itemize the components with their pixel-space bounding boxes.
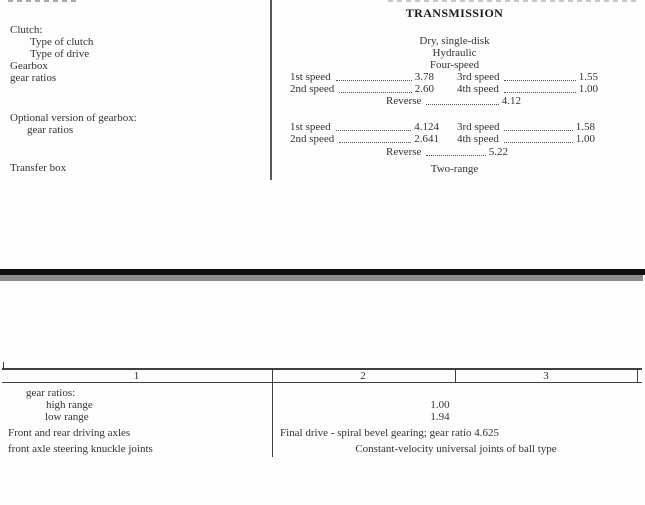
spec-label-gear-ratios: gear ratios bbox=[10, 72, 57, 84]
table-row-label-low-range: low range bbox=[45, 411, 89, 423]
table-row-value-low-range: 1.94 bbox=[430, 411, 450, 423]
ratio-value: 1.58 bbox=[575, 121, 595, 133]
table-row-label-high-range: high range bbox=[46, 399, 93, 411]
leader-dots bbox=[504, 130, 572, 131]
ratio-label: 3rd speed bbox=[457, 71, 500, 83]
leader-dots bbox=[504, 80, 575, 81]
ratio-label: 4th speed bbox=[457, 83, 499, 95]
ratio-label: Reverse bbox=[386, 95, 422, 107]
ratio-value: 2.60 bbox=[414, 83, 434, 95]
leader-dots bbox=[426, 104, 498, 105]
leader-dots bbox=[504, 92, 576, 93]
ratio-value: 1.00 bbox=[578, 83, 598, 95]
leader-dots bbox=[339, 92, 411, 93]
ratio-label: Reverse bbox=[386, 146, 422, 158]
table-header-bottom-rule bbox=[2, 382, 642, 384]
leader-dots bbox=[336, 130, 412, 131]
optional-ratio-line-3rd-speed bbox=[457, 121, 595, 133]
spec-label-gearbox: Gearbox bbox=[10, 60, 48, 72]
table-right-border bbox=[637, 368, 639, 383]
ratio-value: 3.78 bbox=[414, 71, 434, 83]
spec-value-clutch-type: Dry, single-disk bbox=[419, 35, 490, 47]
leader-dots bbox=[339, 142, 411, 143]
optional-ratio-line-1st-speed bbox=[290, 121, 439, 133]
spec-label-type-of-drive: Type of drive bbox=[30, 48, 90, 60]
table-row-label-knuckle-joints: front axle steering knuckle joints bbox=[8, 443, 153, 455]
clipped-text-remnant bbox=[388, 0, 640, 2]
leader-dots bbox=[504, 142, 573, 143]
spec-label-optional-gearbox: Optional version of gearbox: bbox=[10, 112, 137, 124]
ratio-line-2nd-speed bbox=[290, 83, 434, 95]
table-row-value-driving-axles: Final drive - spiral bevel gearing; gear ratio 4.625 bbox=[280, 427, 500, 439]
spec-value-drive-type: Hydraulic bbox=[432, 47, 477, 59]
spec-label-optional-gear-ratios: gear ratios bbox=[27, 124, 74, 136]
ratio-line-4th-speed bbox=[457, 83, 598, 95]
leader-dots bbox=[336, 80, 412, 81]
optional-ratio-line-4th-speed bbox=[457, 133, 595, 145]
ratio-label: 4th speed bbox=[457, 133, 499, 145]
ratio-value: 4.124 bbox=[414, 121, 439, 133]
optional-ratio-line-2nd-speed bbox=[290, 133, 439, 145]
spec-value-transfer-box-type: Two-range bbox=[430, 163, 479, 175]
table-row-label-gear-ratios: gear ratios: bbox=[26, 387, 76, 399]
ratio-label: 2nd speed bbox=[290, 133, 335, 145]
ratio-value: 5.22 bbox=[488, 146, 508, 158]
section-title-transmission: TRANSMISSION bbox=[405, 6, 504, 20]
spec-label-type-of-clutch: Type of clutch bbox=[30, 36, 94, 48]
clipped-text-remnant bbox=[8, 0, 78, 2]
page-break-bar-shadow bbox=[0, 275, 643, 282]
table-header-col2: 2 bbox=[360, 369, 366, 382]
ratio-value: 2.641 bbox=[414, 133, 439, 145]
spec-value-gearbox-type: Four-speed bbox=[429, 59, 480, 71]
ratio-line-1st-speed bbox=[290, 71, 434, 83]
table-header-col1: 1 bbox=[133, 369, 140, 382]
ratio-line-3rd-speed bbox=[457, 71, 598, 83]
ratio-value: 1.55 bbox=[578, 71, 598, 83]
ratio-label: 3rd speed bbox=[457, 121, 500, 133]
ratio-value: 1.00 bbox=[575, 133, 595, 145]
ratio-label: 1st speed bbox=[290, 71, 331, 83]
table-header-col3: 3 bbox=[543, 369, 549, 382]
ratio-line-reverse bbox=[386, 95, 521, 107]
table-row-label-driving-axles: Front and rear driving axles bbox=[8, 427, 131, 439]
ratio-label: 2nd speed bbox=[290, 83, 335, 95]
ratio-value: 4.12 bbox=[501, 95, 521, 107]
table-row-value-high-range: 1.00 bbox=[430, 399, 450, 411]
table-row-value-knuckle-joints: Constant-velocity universal joints of ball type bbox=[355, 443, 557, 455]
spec-label-transfer-box: Transfer box bbox=[10, 162, 67, 174]
spec-label-clutch: Clutch: bbox=[10, 24, 43, 36]
leader-dots bbox=[426, 155, 485, 156]
ratio-label: 1st speed bbox=[290, 121, 331, 133]
optional-ratio-line-reverse bbox=[386, 146, 508, 158]
column-divider-line bbox=[270, 0, 272, 180]
